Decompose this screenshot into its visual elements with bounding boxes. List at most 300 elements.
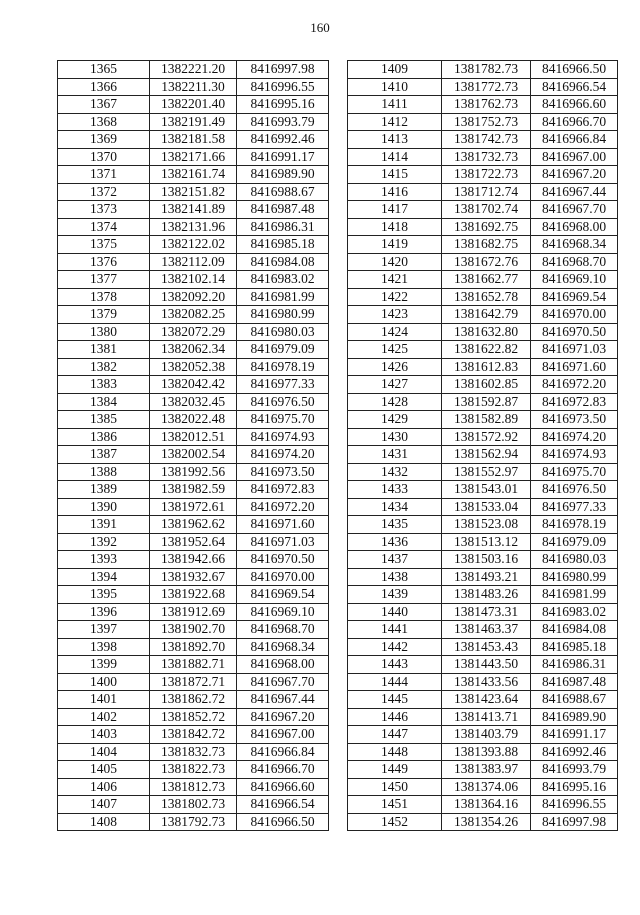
point-number-cell: 1377 bbox=[58, 271, 150, 289]
x-coordinate-cell: 1381742.73 bbox=[442, 131, 531, 149]
point-number-cell: 1402 bbox=[58, 708, 150, 726]
y-coordinate-cell: 8416995.16 bbox=[531, 778, 618, 796]
table-row bbox=[58, 393, 329, 411]
y-coordinate-cell: 8416991.17 bbox=[531, 726, 618, 744]
x-coordinate-cell: 1381712.74 bbox=[442, 183, 531, 201]
y-coordinate-cell: 8416980.99 bbox=[531, 568, 618, 586]
point-number-cell: 1396 bbox=[58, 603, 150, 621]
point-number-cell: 1426 bbox=[348, 358, 442, 376]
x-coordinate-cell: 1381762.73 bbox=[442, 96, 531, 114]
x-coordinate-cell: 1381752.73 bbox=[442, 113, 531, 131]
point-number-cell: 1428 bbox=[348, 393, 442, 411]
y-coordinate-cell: 8416966.54 bbox=[531, 78, 618, 96]
y-coordinate-cell: 8416966.54 bbox=[237, 796, 329, 814]
x-coordinate-cell: 1381882.71 bbox=[150, 656, 237, 674]
point-number-cell: 1439 bbox=[348, 586, 442, 604]
table-row bbox=[348, 78, 618, 96]
table-row bbox=[348, 428, 618, 446]
table-row bbox=[58, 551, 329, 569]
table-row bbox=[348, 446, 618, 464]
x-coordinate-cell: 1382022.48 bbox=[150, 411, 237, 429]
table-row bbox=[58, 673, 329, 691]
page-number: 160 bbox=[310, 20, 330, 35]
table-row bbox=[348, 358, 618, 376]
x-coordinate-cell: 1381852.72 bbox=[150, 708, 237, 726]
coordinates-table-right bbox=[347, 60, 618, 831]
table-row bbox=[58, 306, 329, 324]
table-row bbox=[348, 393, 618, 411]
x-coordinate-cell: 1381872.71 bbox=[150, 673, 237, 691]
point-number-cell: 1452 bbox=[348, 813, 442, 831]
point-number-cell: 1451 bbox=[348, 796, 442, 814]
y-coordinate-cell: 8416967.70 bbox=[237, 673, 329, 691]
x-coordinate-cell: 1381962.62 bbox=[150, 516, 237, 534]
table-row bbox=[348, 621, 618, 639]
y-coordinate-cell: 8416975.70 bbox=[531, 463, 618, 481]
x-coordinate-cell: 1381682.75 bbox=[442, 236, 531, 254]
table-row bbox=[348, 656, 618, 674]
y-coordinate-cell: 8416981.99 bbox=[237, 288, 329, 306]
x-coordinate-cell: 1381602.85 bbox=[442, 376, 531, 394]
x-coordinate-cell: 1381473.31 bbox=[442, 603, 531, 621]
table-row bbox=[348, 236, 618, 254]
y-coordinate-cell: 8416966.84 bbox=[237, 743, 329, 761]
point-number-cell: 1373 bbox=[58, 201, 150, 219]
point-number-cell: 1367 bbox=[58, 96, 150, 114]
table-row bbox=[58, 621, 329, 639]
x-coordinate-cell: 1382112.09 bbox=[150, 253, 237, 271]
y-coordinate-cell: 8416969.54 bbox=[237, 586, 329, 604]
point-number-cell: 1368 bbox=[58, 113, 150, 131]
table-row bbox=[58, 183, 329, 201]
x-coordinate-cell: 1381792.73 bbox=[150, 813, 237, 831]
table-row bbox=[348, 726, 618, 744]
x-coordinate-cell: 1381383.97 bbox=[442, 761, 531, 779]
y-coordinate-cell: 8416971.60 bbox=[237, 516, 329, 534]
y-coordinate-cell: 8416967.20 bbox=[531, 166, 618, 184]
x-coordinate-cell: 1381493.21 bbox=[442, 568, 531, 586]
table-row bbox=[348, 166, 618, 184]
x-coordinate-cell: 1381463.37 bbox=[442, 621, 531, 639]
table-row bbox=[348, 323, 618, 341]
y-coordinate-cell: 8416967.00 bbox=[237, 726, 329, 744]
table-row bbox=[348, 568, 618, 586]
table-row bbox=[58, 743, 329, 761]
x-coordinate-cell: 1381433.56 bbox=[442, 673, 531, 691]
y-coordinate-cell: 8416977.33 bbox=[531, 498, 618, 516]
point-number-cell: 1413 bbox=[348, 131, 442, 149]
table-row bbox=[58, 481, 329, 499]
y-coordinate-cell: 8416997.98 bbox=[531, 813, 618, 831]
x-coordinate-cell: 1382161.74 bbox=[150, 166, 237, 184]
y-coordinate-cell: 8416988.67 bbox=[237, 183, 329, 201]
x-coordinate-cell: 1381423.64 bbox=[442, 691, 531, 709]
table-row bbox=[58, 446, 329, 464]
x-coordinate-cell: 1381952.64 bbox=[150, 533, 237, 551]
point-number-cell: 1418 bbox=[348, 218, 442, 236]
y-coordinate-cell: 8416984.08 bbox=[531, 621, 618, 639]
x-coordinate-cell: 1381772.73 bbox=[442, 78, 531, 96]
point-number-cell: 1430 bbox=[348, 428, 442, 446]
table-row bbox=[348, 113, 618, 131]
x-coordinate-cell: 1381932.67 bbox=[150, 568, 237, 586]
point-number-cell: 1378 bbox=[58, 288, 150, 306]
x-coordinate-cell: 1381592.87 bbox=[442, 393, 531, 411]
point-number-cell: 1403 bbox=[58, 726, 150, 744]
table-row bbox=[348, 796, 618, 814]
point-number-cell: 1366 bbox=[58, 78, 150, 96]
y-coordinate-cell: 8416995.16 bbox=[237, 96, 329, 114]
x-coordinate-cell: 1381523.08 bbox=[442, 516, 531, 534]
y-coordinate-cell: 8416984.08 bbox=[237, 253, 329, 271]
x-coordinate-cell: 1382072.29 bbox=[150, 323, 237, 341]
x-coordinate-cell: 1381912.69 bbox=[150, 603, 237, 621]
table-row bbox=[348, 481, 618, 499]
table-row bbox=[58, 726, 329, 744]
y-coordinate-cell: 8416969.10 bbox=[531, 271, 618, 289]
point-number-cell: 1447 bbox=[348, 726, 442, 744]
point-number-cell: 1435 bbox=[348, 516, 442, 534]
point-number-cell: 1410 bbox=[348, 78, 442, 96]
point-number-cell: 1445 bbox=[348, 691, 442, 709]
table-row bbox=[348, 691, 618, 709]
point-number-cell: 1423 bbox=[348, 306, 442, 324]
table-row bbox=[348, 96, 618, 114]
point-number-cell: 1421 bbox=[348, 271, 442, 289]
y-coordinate-cell: 8416970.50 bbox=[531, 323, 618, 341]
table-row bbox=[58, 656, 329, 674]
x-coordinate-cell: 1382102.14 bbox=[150, 271, 237, 289]
x-coordinate-cell: 1381354.26 bbox=[442, 813, 531, 831]
x-coordinate-cell: 1381662.77 bbox=[442, 271, 531, 289]
point-number-cell: 1397 bbox=[58, 621, 150, 639]
y-coordinate-cell: 8416980.03 bbox=[237, 323, 329, 341]
point-number-cell: 1433 bbox=[348, 481, 442, 499]
table-row bbox=[348, 673, 618, 691]
x-coordinate-cell: 1381483.26 bbox=[442, 586, 531, 604]
x-coordinate-cell: 1381413.71 bbox=[442, 708, 531, 726]
table-row bbox=[58, 323, 329, 341]
point-number-cell: 1374 bbox=[58, 218, 150, 236]
point-number-cell: 1406 bbox=[58, 778, 150, 796]
x-coordinate-cell: 1381692.75 bbox=[442, 218, 531, 236]
y-coordinate-cell: 8416968.70 bbox=[531, 253, 618, 271]
x-coordinate-cell: 1381982.59 bbox=[150, 481, 237, 499]
table-row bbox=[348, 551, 618, 569]
point-number-cell: 1399 bbox=[58, 656, 150, 674]
point-number-cell: 1444 bbox=[348, 673, 442, 691]
point-number-cell: 1394 bbox=[58, 568, 150, 586]
x-coordinate-cell: 1381672.76 bbox=[442, 253, 531, 271]
table-row bbox=[348, 708, 618, 726]
table-row bbox=[58, 358, 329, 376]
x-coordinate-cell: 1381513.12 bbox=[442, 533, 531, 551]
table-row bbox=[58, 463, 329, 481]
x-coordinate-cell: 1381812.73 bbox=[150, 778, 237, 796]
point-number-cell: 1395 bbox=[58, 586, 150, 604]
y-coordinate-cell: 8416980.99 bbox=[237, 306, 329, 324]
x-coordinate-cell: 1382032.45 bbox=[150, 393, 237, 411]
table-row bbox=[348, 61, 618, 79]
x-coordinate-cell: 1381582.89 bbox=[442, 411, 531, 429]
x-coordinate-cell: 1381802.73 bbox=[150, 796, 237, 814]
coordinates-table-left bbox=[57, 60, 329, 831]
y-coordinate-cell: 8416968.00 bbox=[237, 656, 329, 674]
point-number-cell: 1415 bbox=[348, 166, 442, 184]
table-row bbox=[348, 498, 618, 516]
point-number-cell: 1437 bbox=[348, 551, 442, 569]
y-coordinate-cell: 8416974.20 bbox=[531, 428, 618, 446]
x-coordinate-cell: 1382062.34 bbox=[150, 341, 237, 359]
table-row bbox=[348, 148, 618, 166]
y-coordinate-cell: 8416973.50 bbox=[531, 411, 618, 429]
y-coordinate-cell: 8416973.50 bbox=[237, 463, 329, 481]
table-row bbox=[58, 288, 329, 306]
point-number-cell: 1398 bbox=[58, 638, 150, 656]
table-row bbox=[348, 778, 618, 796]
point-number-cell: 1369 bbox=[58, 131, 150, 149]
point-number-cell: 1383 bbox=[58, 376, 150, 394]
point-number-cell: 1390 bbox=[58, 498, 150, 516]
table-row bbox=[348, 271, 618, 289]
point-number-cell: 1449 bbox=[348, 761, 442, 779]
y-coordinate-cell: 8416978.19 bbox=[237, 358, 329, 376]
y-coordinate-cell: 8416968.34 bbox=[531, 236, 618, 254]
x-coordinate-cell: 1381862.72 bbox=[150, 691, 237, 709]
table-row bbox=[58, 148, 329, 166]
y-coordinate-cell: 8416966.50 bbox=[237, 813, 329, 831]
table-row bbox=[58, 236, 329, 254]
y-coordinate-cell: 8416974.93 bbox=[531, 446, 618, 464]
table-row bbox=[348, 253, 618, 271]
y-coordinate-cell: 8416991.17 bbox=[237, 148, 329, 166]
point-number-cell: 1380 bbox=[58, 323, 150, 341]
x-coordinate-cell: 1381782.73 bbox=[442, 61, 531, 79]
y-coordinate-cell: 8416971.03 bbox=[531, 341, 618, 359]
table-row bbox=[58, 61, 329, 79]
point-number-cell: 1424 bbox=[348, 323, 442, 341]
point-number-cell: 1440 bbox=[348, 603, 442, 621]
y-coordinate-cell: 8416977.33 bbox=[237, 376, 329, 394]
table-row bbox=[348, 743, 618, 761]
table-row bbox=[58, 533, 329, 551]
table-row bbox=[58, 691, 329, 709]
y-coordinate-cell: 8416996.55 bbox=[237, 78, 329, 96]
point-number-cell: 1371 bbox=[58, 166, 150, 184]
table-row bbox=[58, 586, 329, 604]
point-number-cell: 1412 bbox=[348, 113, 442, 131]
point-number-cell: 1387 bbox=[58, 446, 150, 464]
point-number-cell: 1365 bbox=[58, 61, 150, 79]
point-number-cell: 1450 bbox=[348, 778, 442, 796]
x-coordinate-cell: 1382012.51 bbox=[150, 428, 237, 446]
point-number-cell: 1392 bbox=[58, 533, 150, 551]
y-coordinate-cell: 8416972.83 bbox=[531, 393, 618, 411]
table-row bbox=[58, 271, 329, 289]
x-coordinate-cell: 1381403.79 bbox=[442, 726, 531, 744]
point-number-cell: 1425 bbox=[348, 341, 442, 359]
x-coordinate-cell: 1382042.42 bbox=[150, 376, 237, 394]
y-coordinate-cell: 8416966.70 bbox=[237, 761, 329, 779]
table-row bbox=[58, 568, 329, 586]
table-row bbox=[348, 813, 618, 831]
y-coordinate-cell: 8416974.93 bbox=[237, 428, 329, 446]
y-coordinate-cell: 8416966.70 bbox=[531, 113, 618, 131]
y-coordinate-cell: 8416967.44 bbox=[237, 691, 329, 709]
point-number-cell: 1400 bbox=[58, 673, 150, 691]
point-number-cell: 1376 bbox=[58, 253, 150, 271]
point-number-cell: 1432 bbox=[348, 463, 442, 481]
y-coordinate-cell: 8416969.10 bbox=[237, 603, 329, 621]
x-coordinate-cell: 1381364.16 bbox=[442, 796, 531, 814]
x-coordinate-cell: 1382052.38 bbox=[150, 358, 237, 376]
x-coordinate-cell: 1381732.73 bbox=[442, 148, 531, 166]
y-coordinate-cell: 8416985.18 bbox=[237, 236, 329, 254]
y-coordinate-cell: 8416966.60 bbox=[237, 778, 329, 796]
point-number-cell: 1393 bbox=[58, 551, 150, 569]
x-coordinate-cell: 1381374.06 bbox=[442, 778, 531, 796]
y-coordinate-cell: 8416981.99 bbox=[531, 586, 618, 604]
y-coordinate-cell: 8416966.60 bbox=[531, 96, 618, 114]
point-number-cell: 1372 bbox=[58, 183, 150, 201]
point-number-cell: 1416 bbox=[348, 183, 442, 201]
point-number-cell: 1385 bbox=[58, 411, 150, 429]
x-coordinate-cell: 1381992.56 bbox=[150, 463, 237, 481]
x-coordinate-cell: 1381612.83 bbox=[442, 358, 531, 376]
y-coordinate-cell: 8416967.70 bbox=[531, 201, 618, 219]
x-coordinate-cell: 1381922.68 bbox=[150, 586, 237, 604]
y-coordinate-cell: 8416976.50 bbox=[531, 481, 618, 499]
table-row bbox=[58, 253, 329, 271]
y-coordinate-cell: 8416989.90 bbox=[531, 708, 618, 726]
y-coordinate-cell: 8416967.20 bbox=[237, 708, 329, 726]
x-coordinate-cell: 1381562.94 bbox=[442, 446, 531, 464]
y-coordinate-cell: 8416997.98 bbox=[237, 61, 329, 79]
x-coordinate-cell: 1382181.58 bbox=[150, 131, 237, 149]
table-row bbox=[348, 218, 618, 236]
y-coordinate-cell: 8416989.90 bbox=[237, 166, 329, 184]
table-row bbox=[58, 516, 329, 534]
point-number-cell: 1401 bbox=[58, 691, 150, 709]
point-number-cell: 1414 bbox=[348, 148, 442, 166]
x-coordinate-cell: 1381902.70 bbox=[150, 621, 237, 639]
table-row bbox=[348, 411, 618, 429]
x-coordinate-cell: 1382211.30 bbox=[150, 78, 237, 96]
table-row bbox=[58, 96, 329, 114]
x-coordinate-cell: 1381632.80 bbox=[442, 323, 531, 341]
point-number-cell: 1419 bbox=[348, 236, 442, 254]
x-coordinate-cell: 1381822.73 bbox=[150, 761, 237, 779]
table-row bbox=[58, 131, 329, 149]
point-number-cell: 1408 bbox=[58, 813, 150, 831]
y-coordinate-cell: 8416970.00 bbox=[237, 568, 329, 586]
y-coordinate-cell: 8416974.20 bbox=[237, 446, 329, 464]
table-row bbox=[348, 516, 618, 534]
y-coordinate-cell: 8416968.70 bbox=[237, 621, 329, 639]
x-coordinate-cell: 1382092.20 bbox=[150, 288, 237, 306]
x-coordinate-cell: 1381552.97 bbox=[442, 463, 531, 481]
y-coordinate-cell: 8416968.00 bbox=[531, 218, 618, 236]
y-coordinate-cell: 8416992.46 bbox=[237, 131, 329, 149]
table-row bbox=[348, 463, 618, 481]
x-coordinate-cell: 1381622.82 bbox=[442, 341, 531, 359]
x-coordinate-cell: 1382141.89 bbox=[150, 201, 237, 219]
point-number-cell: 1382 bbox=[58, 358, 150, 376]
table-row bbox=[58, 376, 329, 394]
y-coordinate-cell: 8416969.54 bbox=[531, 288, 618, 306]
table-row bbox=[58, 603, 329, 621]
table-row bbox=[58, 411, 329, 429]
table-row bbox=[58, 813, 329, 831]
y-coordinate-cell: 8416966.50 bbox=[531, 61, 618, 79]
y-coordinate-cell: 8416996.55 bbox=[531, 796, 618, 814]
point-number-cell: 1405 bbox=[58, 761, 150, 779]
x-coordinate-cell: 1381543.01 bbox=[442, 481, 531, 499]
x-coordinate-cell: 1381503.16 bbox=[442, 551, 531, 569]
y-coordinate-cell: 8416992.46 bbox=[531, 743, 618, 761]
point-number-cell: 1384 bbox=[58, 393, 150, 411]
y-coordinate-cell: 8416966.84 bbox=[531, 131, 618, 149]
x-coordinate-cell: 1381832.73 bbox=[150, 743, 237, 761]
table-row bbox=[58, 778, 329, 796]
x-coordinate-cell: 1381972.61 bbox=[150, 498, 237, 516]
x-coordinate-cell: 1381393.88 bbox=[442, 743, 531, 761]
y-coordinate-cell: 8416979.09 bbox=[237, 341, 329, 359]
point-number-cell: 1375 bbox=[58, 236, 150, 254]
point-number-cell: 1438 bbox=[348, 568, 442, 586]
point-number-cell: 1379 bbox=[58, 306, 150, 324]
y-coordinate-cell: 8416972.83 bbox=[237, 481, 329, 499]
y-coordinate-cell: 8416976.50 bbox=[237, 393, 329, 411]
point-number-cell: 1434 bbox=[348, 498, 442, 516]
table-row bbox=[348, 306, 618, 324]
point-number-cell: 1411 bbox=[348, 96, 442, 114]
point-number-cell: 1429 bbox=[348, 411, 442, 429]
y-coordinate-cell: 8416967.00 bbox=[531, 148, 618, 166]
x-coordinate-cell: 1381722.73 bbox=[442, 166, 531, 184]
x-coordinate-cell: 1381892.70 bbox=[150, 638, 237, 656]
x-coordinate-cell: 1381572.92 bbox=[442, 428, 531, 446]
table-row bbox=[348, 341, 618, 359]
table-row bbox=[58, 708, 329, 726]
point-number-cell: 1404 bbox=[58, 743, 150, 761]
table-row bbox=[58, 201, 329, 219]
y-coordinate-cell: 8416975.70 bbox=[237, 411, 329, 429]
x-coordinate-cell: 1382002.54 bbox=[150, 446, 237, 464]
table-row bbox=[348, 131, 618, 149]
y-coordinate-cell: 8416993.79 bbox=[237, 113, 329, 131]
y-coordinate-cell: 8416971.60 bbox=[531, 358, 618, 376]
point-number-cell: 1431 bbox=[348, 446, 442, 464]
table-row bbox=[348, 761, 618, 779]
y-coordinate-cell: 8416980.03 bbox=[531, 551, 618, 569]
point-number-cell: 1381 bbox=[58, 341, 150, 359]
x-coordinate-cell: 1382151.82 bbox=[150, 183, 237, 201]
point-number-cell: 1441 bbox=[348, 621, 442, 639]
y-coordinate-cell: 8416979.09 bbox=[531, 533, 618, 551]
point-number-cell: 1422 bbox=[348, 288, 442, 306]
table-row bbox=[58, 341, 329, 359]
y-coordinate-cell: 8416967.44 bbox=[531, 183, 618, 201]
point-number-cell: 1443 bbox=[348, 656, 442, 674]
y-coordinate-cell: 8416972.20 bbox=[237, 498, 329, 516]
point-number-cell: 1389 bbox=[58, 481, 150, 499]
table-row bbox=[58, 761, 329, 779]
y-coordinate-cell: 8416987.48 bbox=[237, 201, 329, 219]
point-number-cell: 1370 bbox=[58, 148, 150, 166]
point-number-cell: 1386 bbox=[58, 428, 150, 446]
table-row bbox=[348, 183, 618, 201]
